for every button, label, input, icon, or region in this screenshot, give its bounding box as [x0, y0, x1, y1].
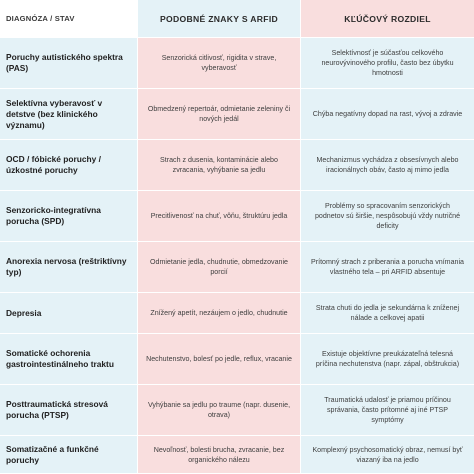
row-3-difference: Mechanizmus vychádza z obsesívnych alebo iracionálnych obáv, často aj mimo jedla	[300, 140, 474, 191]
header-key-difference: KĽÚČOVÝ ROZDIEL	[300, 0, 474, 38]
row-1-similar: Senzorická citlivosť, rigidita v strave, vyberavosť	[137, 38, 300, 89]
row-4-diagnosis: Senzoricko-integratívna porucha (SPD)	[0, 191, 137, 242]
row-5-difference: Prítomný strach z priberania a porucha vnímania vlastného tela – pri ARFID absentuje	[300, 242, 474, 293]
row-2-difference: Chýba negatívny dopad na rast, vývoj a zdravie	[300, 89, 474, 140]
row-8-diagnosis: Posttraumatická stresová porucha (PTSP)	[0, 385, 137, 436]
row-7-difference: Existuje objektívne preukázateľná telesná príčina nechutenstva (napr. zápal, obštrukcia)	[300, 334, 474, 385]
row-4-difference: Problémy so spracovaním senzorických podnetov sú širšie, nespôsobujú vždy nutričné deficity	[300, 191, 474, 242]
row-1-diagnosis: Poruchy autistického spektra (PAS)	[0, 38, 137, 89]
row-9-similar: Nevoľnosť, bolesti brucha, zvracanie, bez organického nálezu	[137, 436, 300, 474]
row-1-difference: Selektívnosť je súčasťou celkového neurovývinového profilu, často bez úbytku hmotnosti	[300, 38, 474, 89]
row-8-difference: Traumatická udalosť je priamou príčinou správania, často prítomné aj iné PTSP symptómy	[300, 385, 474, 436]
row-3-diagnosis: OCD / fóbické poruchy / úzkostné poruchy	[0, 140, 137, 191]
header-similar-signs: PODOBNÉ ZNAKY S ARFID	[137, 0, 300, 38]
row-8-similar: Vyhýbanie sa jedlu po traume (napr. dusenie, otrava)	[137, 385, 300, 436]
row-5-similar: Odmietanie jedla, chudnutie, obmedzovanie porcií	[137, 242, 300, 293]
row-9-diagnosis: Somatizačné a funkčné poruchy	[0, 436, 137, 474]
row-2-diagnosis: Selektívna vyberavosť v detstve (bez klinického významu)	[0, 89, 137, 140]
row-7-diagnosis: Somatické ochorenia gastrointestinálneho traktu	[0, 334, 137, 385]
row-6-difference: Strata chuti do jedla je sekundárna k zníženej nálade a celkovej apatii	[300, 293, 474, 334]
row-5-diagnosis: Anorexia nervosa (reštriktívny typ)	[0, 242, 137, 293]
row-4-similar: Precitlivenosť na chuť, vôňu, štruktúru jedla	[137, 191, 300, 242]
row-6-similar: Znížený apetít, nezáujem o jedlo, chudnutie	[137, 293, 300, 334]
row-3-similar: Strach z dusenia, kontaminácie alebo zvracania, vyhýbanie sa jedlu	[137, 140, 300, 191]
row-6-diagnosis: Depresia	[0, 293, 137, 334]
row-7-similar: Nechutenstvo, bolesť po jedle, reflux, vracanie	[137, 334, 300, 385]
row-2-similar: Obmedzený repertoár, odmietanie zeleniny či nových jedál	[137, 89, 300, 140]
header-diagnosis: DIAGNÓZA / STAV	[0, 0, 137, 38]
row-9-difference: Komplexný psychosomatický obraz, nemusí byť viazaný iba na jedlo	[300, 436, 474, 474]
